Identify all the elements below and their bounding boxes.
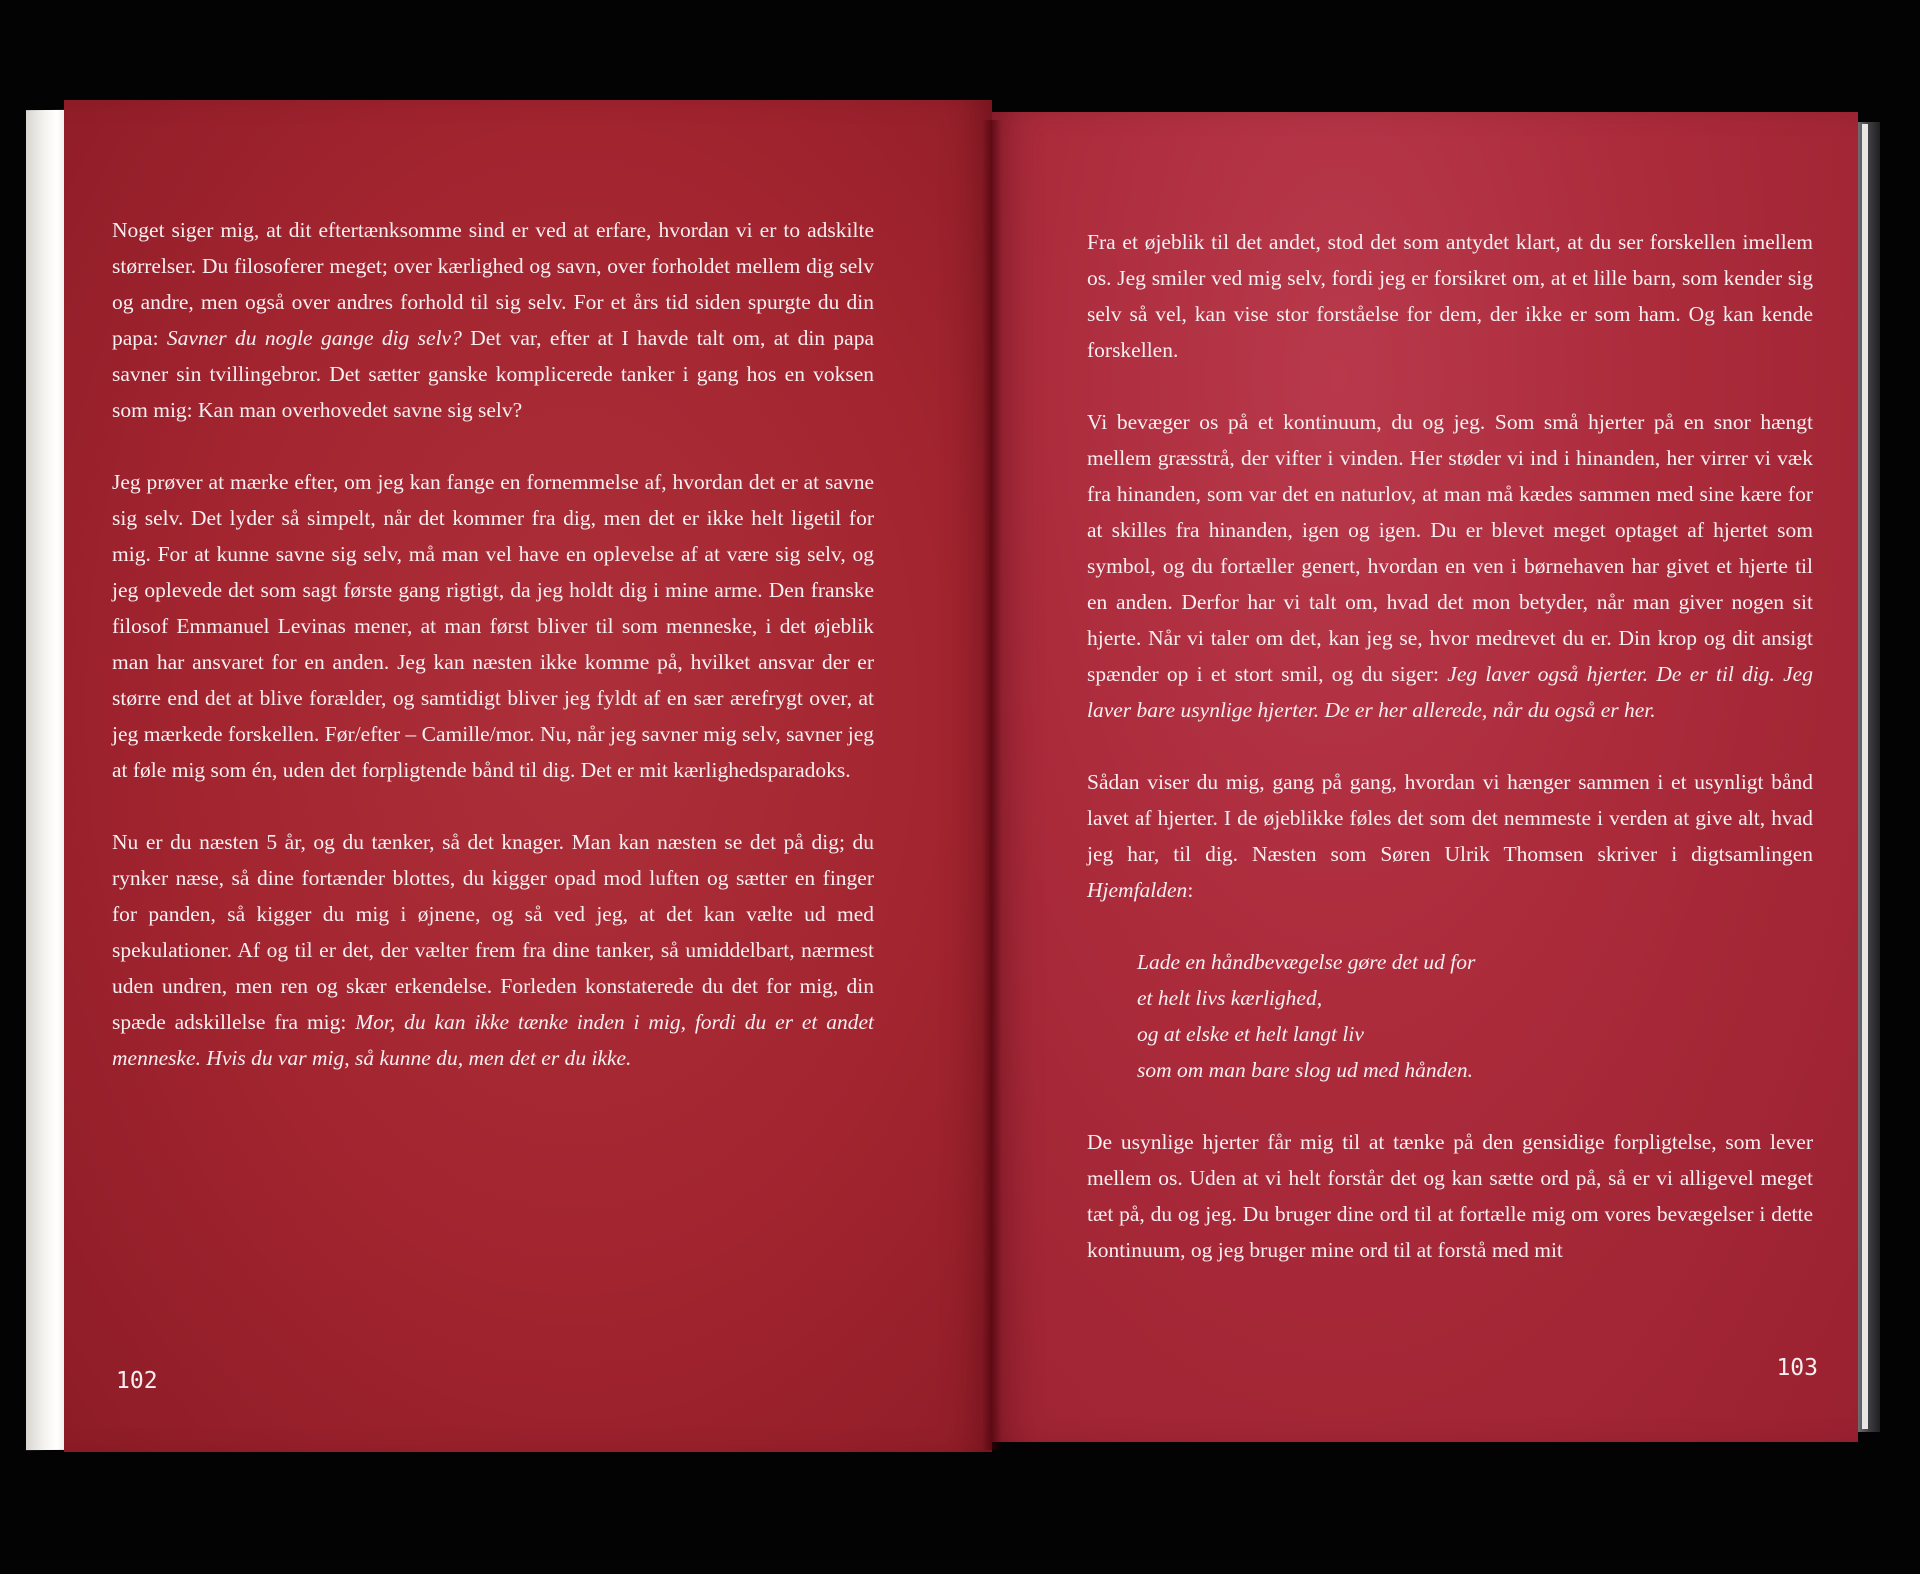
paragraph: Nu er du næsten 5 år, og du tænker, så det knager. Man kan næsten se det på dig; du rynker næse, så dine fortænder blottes, du kigger opad mod luften og sætter en finger for panden, så kigger du mig i øjnene, og så ved jeg, at det kan vælte ud med spekulationer. Af og til er det, der vælter frem fra dine tanker, så umiddelbart, nærmest uden undren, men ren og skær erkendelse. Forleden konstaterede du det for mig, din spæde adskillelse fra mig: Mor, du kan ikke tænke inden i mig, fordi du er et andet menneske. Hvis du var mig, så kunne du, men det er du ikke. [112, 830, 874, 1070]
right-page [992, 112, 1858, 1442]
page-number: 102 [116, 1368, 158, 1394]
paragraph: Sådan viser du mig, gang på gang, hvordan vi hænger sammen i et usynligt bånd lavet af hjerter. I de øjeblikke føles det som det nemmeste i verden at give alt, hvad jeg har, til dig. Næsten som Søren Ulrik Thomsen skriver i digtsamlingen Hjemfalden: [1087, 770, 1813, 902]
italic-quote: Mor, du kan ikke tænke inden i mig, fordi du er et andet menneske. Hvis du var mig, så kunne du, men det er du ikke. [112, 1010, 874, 1070]
book-spine-gutter [982, 120, 1002, 1450]
poem-quote [1137, 944, 1813, 1088]
italic-quote: Savner du nogle gange dig selv? [166, 326, 462, 350]
poem-line: og at elske et helt langt liv [1137, 1022, 1364, 1046]
paragraph: Fra et øjeblik til det andet, stod det som antydet klart, at du ser forskellen imellem os. Jeg smiler ved mig selv, fordi jeg er forsikret om, at et lille barn, som kender sig selv så vel, kan vise stor forståelse for dem, der ikke er som ham. Og kan kende forskellen. [1087, 230, 1813, 362]
paragraph: De usynlige hjerter får mig til at tænke på den gensidige forpligtelse, som lever mellem os. Uden at vi helt forstår det og kan sætte ord på, så er vi alligevel meget tæt på, du og jeg. Du bruger dine ord til at fortælle mig om vores bevægelser i dette kontinuum, og jeg bruger mine ord til at forstå med mit [1087, 1130, 1813, 1262]
book-title: Hjemfalden [1087, 878, 1188, 902]
left-page [64, 100, 992, 1452]
right-page-text [1087, 224, 1813, 1304]
page-edges-right [1862, 124, 1868, 1429]
paragraph: Jeg prøver at mærke efter, om jeg kan fange en fornemmelse af, hvordan det er at savne sig selv. Det lyder så simpelt, når det kommer fra dig, men det er ikke helt ligetil for mig. For at kunne savne sig selv, må man vel have en oplevelse af at være sig selv, og jeg oplevede det som sagt første gang rigtigt, da jeg holdt dig i mine arme. Den franske filosof Emmanuel Levinas mener, at man først bliver til som menneske, i det øjeblik man har ansvaret for en anden. Jeg kan næsten ikke komme på, hvilket ansvar der er større end det at blive forælder, og samtidigt bliver jeg fyldt af en sær ærefrygt over, at jeg mærkede forskellen. Før/efter – Camille/mor. Nu, når jeg savner mig selv, savner jeg at føle mig som én, uden det forpligtende bånd til dig. Det er mit kærlighedsparadoks. [112, 470, 874, 782]
poem-line: et helt livs kærlighed, [1137, 986, 1323, 1010]
poem-line: Lade en håndbevægelse gøre det ud for [1137, 950, 1476, 974]
paragraph: Noget siger mig, at dit eftertænksomme sind er ved at erfare, hvordan vi er to adskilte størrelser. Du filosoferer meget; over kærlighed og savn, over forholdet mellem dig selv og andre, men også over andres forhold til sig selv. For et års tid siden spurgte du din papa: Savner du nogle gange dig selv? Det var, efter at I havde talt om, at din papa savner sin tvillingebror. Det sætter ganske komplicerede tanker i gang hos en voksen som mig: Kan man overhovedet savne sig selv? [112, 218, 874, 422]
poem-line: som om man bare slog ud med hånden. [1137, 1058, 1474, 1082]
left-page-text [112, 212, 874, 1112]
page-number: 103 [1776, 1355, 1818, 1381]
italic-quote: Jeg laver også hjerter. De er til dig. Jeg laver bare usynlige hjerter. De er her allerede, når du også er her. [1087, 662, 1813, 722]
paragraph: Vi bevæger os på et kontinuum, du og jeg. Som små hjerter på en snor hængt mellem græsstrå, der vifter i vinden. Her støder vi ind i hinanden, her virrer vi væk fra hinanden, som var det en naturlov, at man må kædes sammen med sine kære for at skilles fra hinanden, igen og igen. Du er blevet meget optaget af hjertet som symbol, og du fortæller genert, hvordan en ven i børnehaven har givet et hjerte til en anden. Derfor har vi talt om, hvad det mon betyder, når man giver nogen sit hjerte. Når vi taler om det, kan jeg se, hvor medrevet du er. Din krop og dit ansigt spænder op i et stort smil, og du siger: Jeg laver også hjerter. De er til dig. Jeg laver bare usynlige hjerter. De er her allerede, når du også er her. [1087, 410, 1813, 722]
